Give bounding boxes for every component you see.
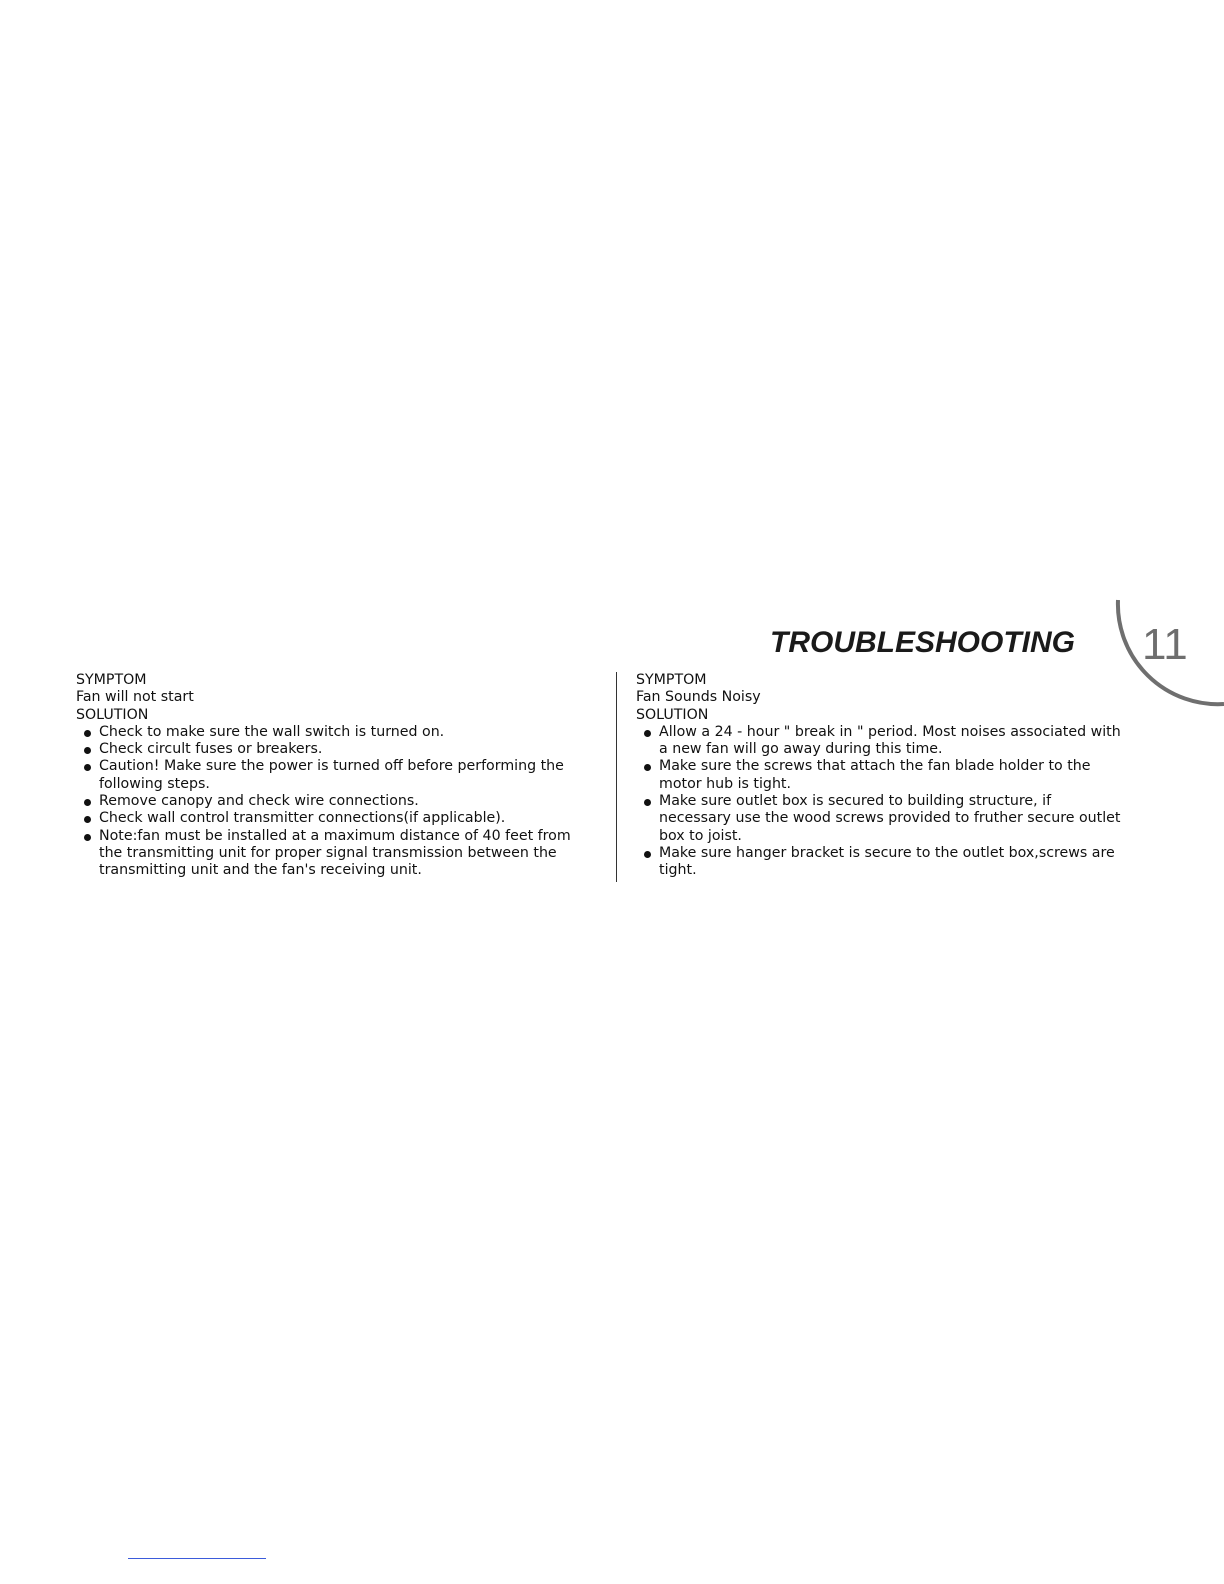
list-item: Check circult fuses or breakers. bbox=[76, 741, 596, 758]
right-column bbox=[636, 672, 1126, 880]
symptom-text: Fan will not start bbox=[76, 689, 194, 706]
list-item: Remove canopy and check wire connections. bbox=[76, 793, 596, 810]
solution-list bbox=[76, 724, 596, 880]
solution-label: SOLUTION bbox=[76, 706, 149, 723]
list-item: Make sure hanger bracket is secure to the outlet box,screws are tight. bbox=[636, 845, 1126, 880]
column-divider bbox=[616, 672, 617, 882]
list-item: Check to make sure the wall switch is turned on. bbox=[76, 724, 596, 741]
symptom-label: SYMPTOM bbox=[76, 672, 147, 688]
symptom-text: Fan Sounds Noisy bbox=[636, 689, 761, 706]
list-item: Note:fan must be installed at a maximum distance of 40 feet from the transmitting unit for proper signal transmission between the transmitting unit and the fan's receiving unit. bbox=[76, 828, 596, 880]
list-item: Allow a 24 - hour " break in " period. Most noises associated with a new fan will go away during this time. bbox=[636, 724, 1126, 759]
list-item: Make sure outlet box is secured to building structure, if necessary use the wood screws provided to fruther secure outlet box to joist. bbox=[636, 793, 1126, 845]
page-number: 11 bbox=[1142, 620, 1188, 669]
symptom-label: SYMPTOM bbox=[636, 672, 707, 688]
footer-rule bbox=[128, 1558, 266, 1559]
solution-label: SOLUTION bbox=[636, 706, 709, 723]
page-title: TROUBLESHOOTING bbox=[770, 626, 1075, 659]
list-item: Check wall control transmitter connections(if applicable). bbox=[76, 810, 596, 827]
solution-list bbox=[636, 724, 1126, 880]
left-column bbox=[76, 672, 596, 880]
list-item: Caution! Make sure the power is turned off before performing the following steps. bbox=[76, 758, 596, 793]
list-item: Make sure the screws that attach the fan blade holder to the motor hub is tight. bbox=[636, 758, 1126, 793]
